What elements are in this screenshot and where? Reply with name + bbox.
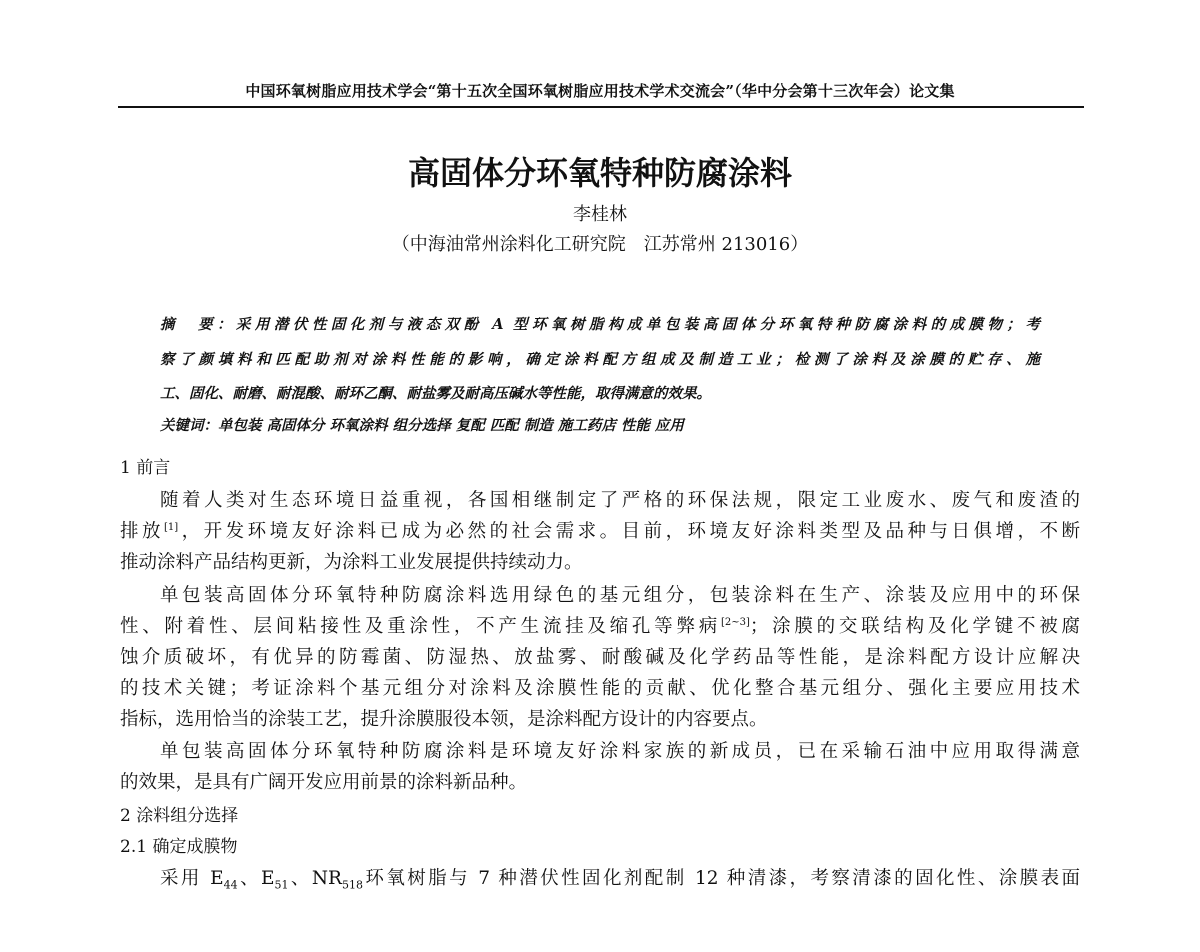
abstract-line: 工、固化、耐磨、耐混酸、耐环乙酮、耐盐雾及耐高压碱水等性能，取得满意的效果。 xyxy=(160,385,711,402)
citation: [1] xyxy=(164,521,179,533)
text: 、NR xyxy=(288,868,342,889)
section-heading: 2 涂料组分选择 xyxy=(120,806,239,826)
author: 李桂林 xyxy=(573,204,627,225)
body-line: 蚀介质破坏，有优异的防霉菌、防湿热、放盐雾、耐酸碱及化学药品等性能，是涂料配方设计应解决 xyxy=(120,647,1080,668)
abstract-line: 摘 要：采用潜伏性固化剂与液态双酚 A 型环氧树脂构成单包装高固体分环氧特种防腐涂料的成膜物；考 xyxy=(160,316,1040,333)
subscript: 44 xyxy=(223,878,238,892)
body-line: 指标，选用恰当的涂装工艺，提升涂膜服役本领，是涂料配方设计的内容要点。 xyxy=(120,709,768,730)
running-header: 中国环氧树脂应用技术学会“第十五次全国环氧树脂应用技术学术交流会”（华中分会第十三次年会）论文集 xyxy=(245,82,955,100)
text: 排放 xyxy=(120,521,164,542)
body-line: 的效果，是具有广阔开发应用前景的涂料新品种。 xyxy=(120,772,528,793)
text: 采用 E xyxy=(160,868,224,889)
affiliation: （中海油常州涂料化工研究院 江苏常州 213016） xyxy=(391,234,809,255)
body-line: 随着人类对生态环境日益重视，各国相继制定了严格的环保法规，限定工业废水、废气和废渣的 xyxy=(160,490,1080,511)
subscript: 518 xyxy=(341,878,363,892)
keywords: 关键词：单包装 高固体分 环氧涂料 组分选择 复配 匹配 制造 施工药店 性能 应用 xyxy=(160,417,684,434)
text: 、E xyxy=(237,868,275,889)
text: ；涂膜的交联结构及化学键不被腐 xyxy=(749,616,1080,637)
body-line: 单包装高固体分环氧特种防腐涂料选用绿色的基元组分，包装涂料在生产、涂装及应用中的环保 xyxy=(160,585,1080,606)
subsection-heading: 2.1 确定成膜物 xyxy=(120,837,238,857)
text: 性、附着性、层间粘接性及重涂性，不产生流挂及缩孔等弊病 xyxy=(120,616,721,637)
paper-title: 高固体分环氧特种防腐涂料 xyxy=(407,154,792,192)
subscript: 51 xyxy=(274,878,289,892)
text: 环氧树脂与 7 种潜伏性固化剂配制 12 种清漆，考察清漆的固化性、涂膜表面 xyxy=(362,868,1081,889)
body-line: 推动涂料产品结构更新，为涂料工业发展提供持续动力。 xyxy=(120,552,583,573)
citation: [2~3] xyxy=(720,616,750,628)
body-line xyxy=(120,517,1080,543)
body-line: 单包装高固体分环氧特种防腐涂料是环境友好涂料家族的新成员，已在采输石油中应用取得满意 xyxy=(160,741,1080,762)
abstract-line: 察了颜填料和匹配助剂对涂料性能的影响，确定涂料配方组成及制造工业；检测了涂料及涂膜的贮存、施 xyxy=(160,351,1040,368)
text: ，开发环境友好涂料已成为必然的社会需求。目前，环境友好涂料类型及品种与日俱增，不断 xyxy=(178,521,1080,542)
header-rule xyxy=(118,106,1084,108)
section-heading: 1 前言 xyxy=(120,458,171,478)
body-line xyxy=(160,864,1080,892)
body-line: 的技术关键；考证涂料个基元组分对涂料及涂膜性能的贡献、优化整合基元组分、强化主要应用技术 xyxy=(120,678,1080,699)
body-line xyxy=(120,612,1080,638)
